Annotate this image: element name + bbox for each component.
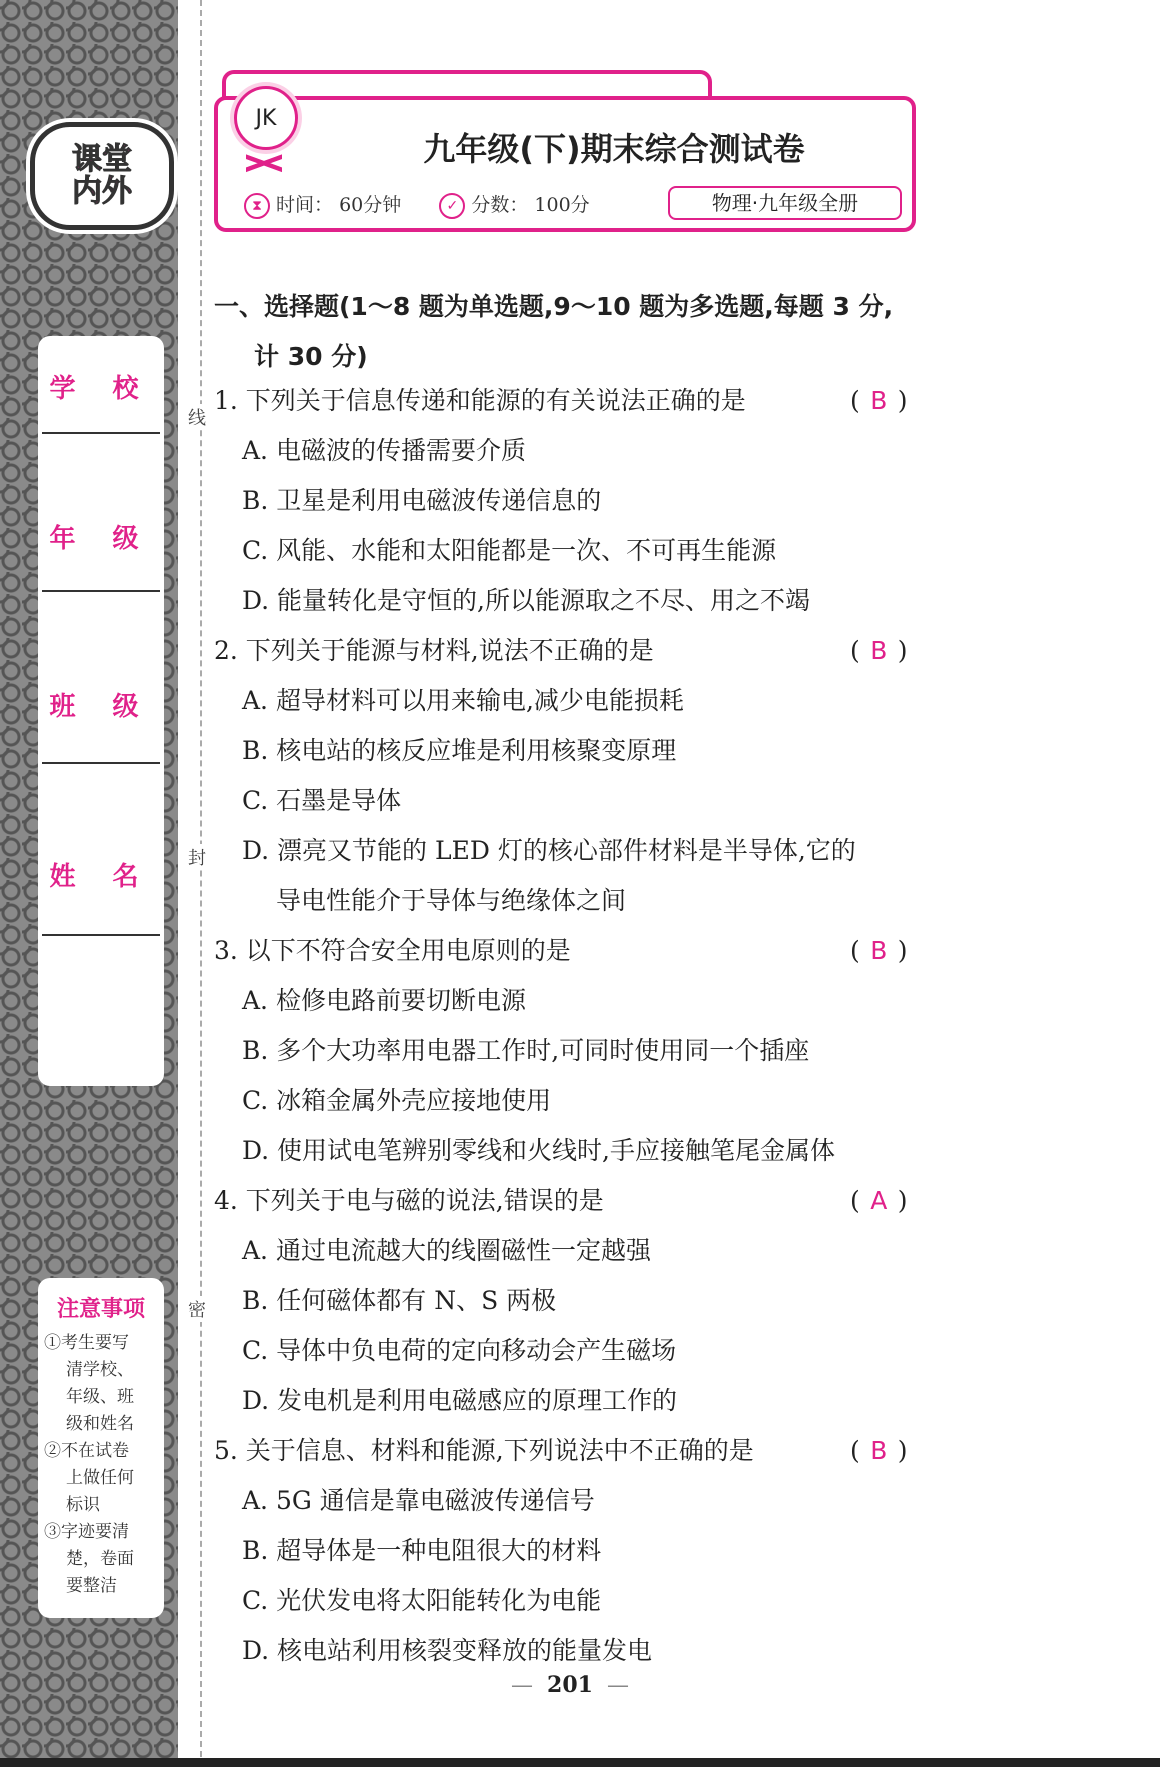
answer-bracket: ( B )	[850, 926, 908, 976]
answer-bracket: ( B )	[850, 376, 908, 426]
answer-bracket: ( B )	[850, 1426, 908, 1476]
option: D. 使用试电笔辨别零线和火线时,手应接触笔尾金属体	[242, 1136, 835, 1165]
award-badge-icon	[234, 86, 298, 150]
exam-header	[214, 66, 924, 234]
notice-line: 年级、班	[66, 1387, 134, 1407]
cut-mark-line: 线	[188, 404, 206, 430]
notice-panel	[38, 1278, 164, 1618]
notice-line: 要整洁	[66, 1576, 117, 1596]
answer-value: B	[870, 636, 888, 665]
answer-value: B	[870, 936, 888, 965]
section-heading	[214, 282, 944, 382]
option-continuation: 导电性能介于导体与绝缘体之间	[276, 886, 627, 915]
option: A. 5G 通信是靠电磁波传递信号	[242, 1486, 595, 1515]
notice-body	[44, 1330, 162, 1600]
question-stem: 4. 下列关于电与磁的说法,错误的是	[214, 1186, 604, 1215]
question-stem: 2. 下列关于能源与材料,说法不正确的是	[214, 636, 654, 665]
answer-value: B	[870, 386, 888, 415]
score-label: 分数：	[471, 194, 529, 216]
binding-dash-line	[200, 0, 202, 1767]
notice-line: 楚，卷面	[66, 1549, 134, 1569]
notice-line: 标识	[66, 1495, 100, 1515]
notice-line: 清学校、	[66, 1360, 134, 1380]
question-stem: 1. 下列关于信息传递和能源的有关说法正确的是	[214, 386, 746, 415]
option: C. 光伏发电将太阳能转化为电能	[242, 1586, 602, 1615]
notice-line: 级和姓名	[66, 1414, 134, 1434]
score-value: 100分	[534, 194, 590, 216]
field-class-line	[42, 762, 160, 764]
logo-line-2: 内外	[72, 174, 132, 209]
notice-title: 注意事项	[56, 1297, 145, 1322]
student-info-panel	[38, 336, 164, 1086]
logo-line-1: 课堂	[72, 142, 132, 177]
option: A. 超导材料可以用来输电,减少电能损耗	[242, 686, 684, 715]
question-stem: 5. 关于信息、材料和能源,下列说法中不正确的是	[214, 1436, 754, 1465]
section-heading-line-2: 计 30 分)	[254, 342, 368, 371]
option: C. 风能、水能和太阳能都是一次、不可再生能源	[242, 536, 777, 565]
option: A. 电磁波的传播需要介质	[242, 436, 526, 465]
notice-line: ③字迹要清	[44, 1522, 129, 1542]
field-grade-line	[42, 590, 160, 592]
notice-line: 上做任何	[66, 1468, 134, 1488]
answer-value: B	[870, 1436, 888, 1465]
option: B. 任何磁体都有 N、S 两极	[242, 1286, 557, 1315]
bottom-edge-bar	[0, 1758, 1160, 1767]
answer-bracket: ( A )	[850, 1176, 908, 1226]
answer-bracket: ( B )	[850, 626, 908, 676]
option: D. 发电机是利用电磁感应的原理工作的	[242, 1386, 678, 1415]
option: B. 多个大功率用电器工作时,可同时使用同一个插座	[242, 1036, 810, 1065]
option: D. 漂亮又节能的 LED 灯的核心部件材料是半导体,它的	[242, 836, 856, 865]
field-grade-label: 年 级	[49, 524, 153, 554]
brand-logo	[30, 122, 174, 230]
field-school-line	[42, 432, 160, 434]
option: C. 冰箱金属外壳应接地使用	[242, 1086, 552, 1115]
field-name-line	[42, 934, 160, 936]
decorative-sidebar	[0, 0, 178, 1767]
option: A. 通过电流越大的线圈磁性一定越强	[242, 1236, 651, 1265]
time-value: 60分钟	[339, 194, 402, 216]
notice-line: ②不在试卷	[44, 1441, 129, 1461]
ribbon-icon	[246, 146, 282, 180]
badge-text: JK	[255, 105, 277, 131]
page-number-value: 201	[547, 1672, 593, 1698]
section-heading-line-1: 一、选择题(1～8 题为单选题,9～10 题为多选题,每题 3 分,	[214, 292, 894, 321]
page-title: 九年级(下)期末综合测试卷	[423, 130, 805, 168]
notice-line: ①考生要写	[44, 1333, 129, 1353]
field-name-label: 姓 名	[49, 862, 153, 892]
answer-value: A	[870, 1186, 888, 1215]
time-label: 时间：	[276, 194, 334, 216]
option: B. 核电站的核反应堆是利用核聚变原理	[242, 736, 677, 765]
option: C. 石墨是导体	[242, 786, 402, 815]
option: D. 能量转化是守恒的,所以能源取之不尽、用之不竭	[242, 586, 810, 615]
option: A. 检修电路前要切断电源	[242, 986, 526, 1015]
hourglass-icon: ⧗	[244, 193, 270, 219]
option: B. 超导体是一种电阻很大的材料	[242, 1536, 602, 1565]
option: C. 导体中负电荷的定向移动会产生磁场	[242, 1336, 677, 1365]
subject-badge: 物理·九年级全册	[668, 186, 902, 220]
option: B. 卫星是利用电磁波传递信息的	[242, 486, 602, 515]
page-number: — 201 —	[511, 1672, 629, 1698]
field-class-label: 班 级	[49, 692, 153, 722]
option: D. 核电站利用核裂变释放的能量发电	[242, 1636, 653, 1665]
cut-mark-secret: 密	[188, 1296, 206, 1322]
exam-meta	[244, 190, 590, 219]
check-icon: ✓	[439, 193, 465, 219]
field-school-label: 学 校	[49, 374, 153, 404]
question-stem: 3. 以下不符合安全用电原则的是	[214, 936, 571, 965]
cut-mark-seal: 封	[188, 844, 206, 870]
